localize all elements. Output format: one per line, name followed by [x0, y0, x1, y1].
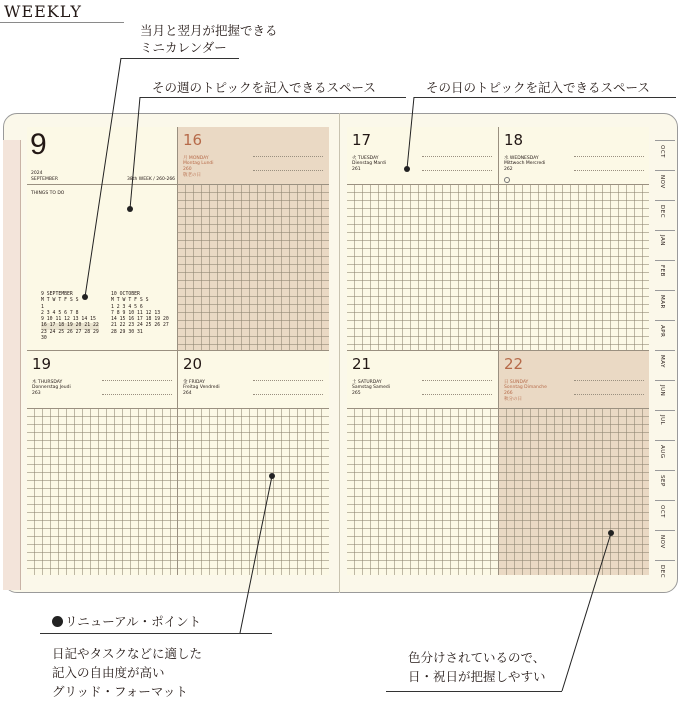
tab-mar[interactable]: MAR: [655, 290, 675, 319]
callout-renewal-title: リニューアル・ポイント: [52, 613, 201, 630]
callout-holiday-note: 色分けされているので、 日・祝日が把握しやすい: [408, 650, 546, 684]
week-number: 38th WEEK / 260-266: [127, 177, 176, 182]
tab-oct[interactable]: OCT: [655, 140, 675, 169]
tab-dec[interactable]: DEC: [655, 200, 675, 229]
callout-day-topic: その日のトピックを記入できるスペース: [426, 80, 650, 95]
holiday-name: 秋分の日: [504, 397, 522, 402]
day-cell-22[interactable]: 22 日 SUNDAY Sonntag Dimanche 266 秋分の日: [499, 351, 649, 575]
day-cell-20[interactable]: 20 金 FRIDAY Freitag Vendredi 264: [178, 351, 329, 575]
tab-nov[interactable]: NOV: [655, 170, 675, 199]
tab-jul[interactable]: JUL: [655, 410, 675, 439]
day-cell-17[interactable]: 17 火 TUESDAY Dienstag Mardi 261: [347, 127, 498, 350]
tab-nov-2[interactable]: NOV: [655, 530, 675, 559]
things-to-do-label: THINGS TO DO: [31, 191, 65, 196]
holiday-name: 敬老の日: [183, 173, 201, 178]
callout-week-topic: その週のトピックを記入できるスペース: [152, 80, 376, 95]
day-cell-16[interactable]: 16 月 MONDAY Montag Lundi 260 敬老の日: [178, 127, 329, 350]
leader-renewal: [240, 476, 272, 633]
date-number: 20: [183, 355, 203, 373]
tab-sep[interactable]: SEP: [655, 470, 675, 499]
year-label: 2024: [31, 171, 43, 176]
date-number: 19: [32, 355, 52, 373]
day-cell-18[interactable]: 18 水 WEDNESDAY Mittwoch Mercredi 262: [499, 127, 649, 350]
callout-mini-calendar: 当月と翌月が把握できる ミニカレンダー: [140, 23, 278, 55]
tab-may[interactable]: MAY: [655, 350, 675, 379]
marker-mini-calendar: [82, 294, 88, 300]
date-number: 17: [352, 131, 372, 149]
tab-jun[interactable]: JUN: [655, 380, 675, 409]
mini-calendar-october: 10 OCTOBER M T W T F S S 1 2 3 4 5 6 7 8 9 10 11 12 13 14 15 16 17 18 19 20 21 22 23 24 25 26 27 28 29 30 31: [111, 292, 169, 335]
marker-week-topic: [127, 206, 133, 212]
leader-holiday: [562, 533, 611, 691]
tab-apr[interactable]: APR: [655, 320, 675, 349]
leader-day-topic: [407, 97, 414, 169]
date-number: 22: [504, 355, 524, 373]
day-cell-21[interactable]: 21 土 SATURDAY Samstag Samedi 265: [347, 351, 498, 575]
tab-jan[interactable]: JAN: [655, 230, 675, 259]
page-title: WEEKLY: [4, 2, 82, 21]
date-number: 21: [352, 355, 372, 373]
month-number: 9: [30, 128, 47, 161]
tab-dec-2[interactable]: DEC: [655, 560, 675, 589]
marker-holiday: [608, 530, 614, 536]
day-cell-19[interactable]: 19 木 THURSDAY Donnerstag Jeudi 263: [27, 351, 177, 575]
tab-feb[interactable]: FEB: [655, 260, 675, 289]
marker-day-topic: [404, 166, 410, 172]
leader-week-topic: [130, 97, 140, 209]
current-week-row: 16 17 18 19 20 21 22: [41, 323, 99, 329]
marker-grid: [269, 473, 275, 479]
callout-renewal-body: 日記やタスクなどに適した 記入の自由度が高い グリッド・フォーマット: [52, 646, 203, 699]
date-number: 18: [504, 131, 524, 149]
date-number: 16: [183, 131, 203, 149]
tab-aug[interactable]: AUG: [655, 440, 675, 469]
month-name: SEPTEMBER: [31, 177, 58, 182]
tab-oct-2[interactable]: OCT: [655, 500, 675, 529]
mini-calendar-september: 9 SEPTEMBER M T W T F S S 1 2 3 4 5 6 7 8 9 10 11 12 13 14 15 16 17 18 19 20 21 22 23 24 25 26 27 28 29 30: [41, 292, 99, 342]
leader-mini-calendar: [85, 58, 121, 297]
